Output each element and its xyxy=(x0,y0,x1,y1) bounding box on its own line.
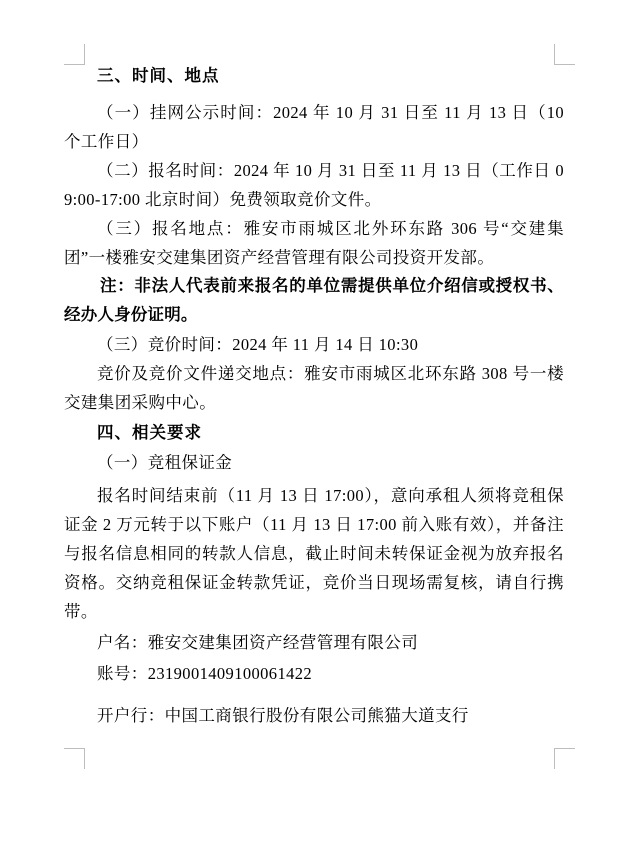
para-registration-time: （二）报名时间：2024 年 10 月 31 日至 11 月 13 日（工作日 09:00-17:00 北京时间）免费领取竞价文件。 xyxy=(64,161,564,209)
crop-mark-bottom-right xyxy=(554,748,575,769)
para-posting-period: （一）挂网公示时间：2024 年 10 月 31 日至 11 月 13 日（10 个工作日） xyxy=(64,103,564,151)
note-non-legal-representative: 注：非法人代表前来报名的单位需提供单位介绍信或授权书、经办人身份证明。 xyxy=(64,277,564,324)
para-account-name: 户名：雅安交建集团资产经营管理有限公司 xyxy=(97,633,419,652)
para-bidding-time: （三）竞价时间：2024 年 11 月 14 日 10:30 xyxy=(97,335,419,354)
para-bid-submission-location: 竞价及竞价文件递交地点：雅安市雨城区北环东路 308 号一楼交建集团采购中心。 xyxy=(64,364,564,412)
para-bank-name: 开户行：中国工商银行股份有限公司熊猫大道支行 xyxy=(97,706,469,725)
section-heading-requirements: 四、相关要求 xyxy=(97,424,202,442)
para-registration-location: （三）报名地点：雅安市雨城区北外环东路 306 号“交建集团”一楼雅安交建集团资产经营管理有限公司投资开发部。 xyxy=(64,219,564,267)
para-deposit-details: 报名时间结束前（11 月 13 日 17:00），意向承租人须将竞租保证金 2 万元转于以下账户（11 月 13 日 17:00 前入账有效），并备注与报名信息相同的转款人信息，截止时间未转保证金视为放弃报名资格。交纳竞租保证金转款凭证，竞价当日现场需复核，请自行携带。 xyxy=(64,486,564,621)
para-deposit-subheading: （一）竞租保证金 xyxy=(97,453,233,472)
section-heading-time-location: 三、时间、地点 xyxy=(97,67,220,85)
document-body xyxy=(64,62,564,730)
para-account-number: 账号：2319001409100061422 xyxy=(97,664,313,683)
crop-mark-bottom-left xyxy=(64,748,85,769)
